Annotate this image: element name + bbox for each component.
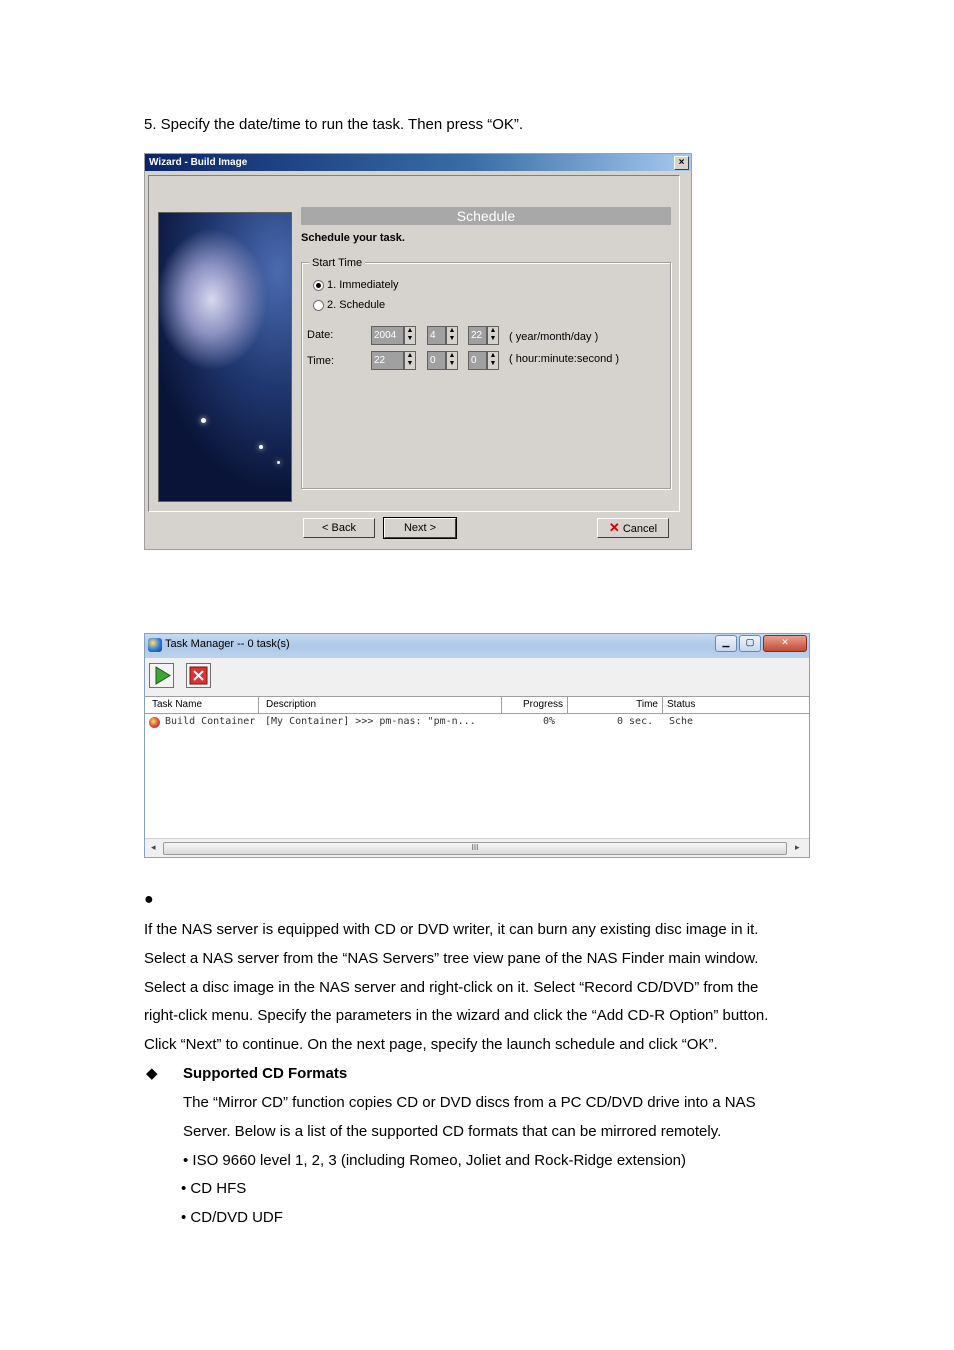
delete-icon [187, 664, 210, 687]
table-row[interactable] [145, 714, 809, 730]
spin-arrows-icon[interactable]: ▲ ▼ [404, 351, 416, 370]
paragraph-line: Click “Next” to continue. On the next page, specify the launch schedule and click “OK”. [144, 1036, 718, 1053]
spin-arrows-icon[interactable]: ▲ ▼ [404, 326, 416, 345]
cancel-button[interactable] [597, 518, 669, 538]
year-spinner[interactable] [371, 326, 417, 345]
time-cell: 0 sec. [617, 716, 654, 727]
schedule-subtitle: Schedule your task. [301, 232, 405, 244]
immediately-radio[interactable] [313, 280, 324, 291]
col-progress[interactable]: Progress [502, 697, 568, 713]
spin-arrows-icon[interactable]: ▲ ▼ [446, 351, 458, 370]
start-time-group [301, 262, 671, 489]
horizontal-scrollbar[interactable] [145, 838, 809, 857]
wizard-body [148, 175, 680, 512]
close-icon[interactable]: × [674, 156, 689, 170]
date-hint: ( year/month/day ) [509, 331, 599, 343]
task-toolbar [145, 658, 809, 696]
minute-spinner[interactable] [427, 351, 459, 370]
month-spinner[interactable] [427, 326, 459, 345]
immediately-label[interactable]: 1. Immediately [327, 279, 399, 291]
hour-spinner[interactable] [371, 351, 417, 370]
run-task-button[interactable] [149, 663, 174, 688]
scroll-left-icon[interactable]: ◂ [151, 842, 156, 852]
section-line: The “Mirror CD” function copies CD or DVD discs from a PC CD/DVD drive into a NAS [183, 1094, 756, 1111]
next-button[interactable]: Next > [384, 518, 456, 538]
hour-field[interactable]: 22 [371, 351, 404, 370]
spin-arrows-icon[interactable]: ▲ ▼ [487, 351, 499, 370]
cancel-label: Cancel [622, 523, 658, 535]
col-time[interactable]: Time [568, 697, 663, 713]
col-task-name[interactable]: Task Name [145, 697, 259, 713]
wizard-dialog [144, 153, 692, 550]
month-field[interactable]: 4 [427, 326, 446, 345]
scroll-right-icon[interactable]: ▸ [795, 842, 800, 852]
time-hint: ( hour:minute:second ) [509, 353, 620, 365]
progress-cell: 0% [543, 716, 556, 727]
spin-arrows-icon[interactable]: ▲ ▼ [446, 326, 458, 345]
wizard-titlebar [145, 154, 691, 171]
second-spinner[interactable] [468, 351, 500, 370]
back-button[interactable]: < Back [303, 518, 375, 538]
diamond-icon: ◆ [146, 1065, 158, 1082]
col-description[interactable]: Description [259, 697, 502, 713]
play-icon [150, 664, 173, 687]
close-icon[interactable]: ✕ [763, 635, 807, 652]
paragraph-line: Select a disc image in the NAS server and right-click on it. Select “Record CD/DVD” from the [144, 979, 759, 996]
status-cell: Sche [669, 716, 694, 727]
task-icon [149, 717, 160, 728]
task-grid-header [145, 696, 809, 714]
maximize-icon[interactable]: ▢ [739, 635, 761, 652]
paragraph-line: If the NAS server is equipped with CD or DVD writer, it can burn any existing disc image in it. [144, 921, 759, 938]
start-time-title: Start Time [309, 257, 365, 269]
description-cell: [My Container] >>> pm-nas: "pm-n... [265, 716, 476, 727]
step-instruction: 5. Specify the date/time to run the task. Then press “OK”. [144, 116, 524, 133]
format-item: • ISO 9660 level 1, 2, 3 (including Romeo, Joliet and Rock-Ridge extension) [183, 1152, 687, 1169]
day-spinner[interactable] [468, 326, 500, 345]
task-name-cell: Build Container [165, 716, 256, 727]
format-item: • CD HFS [181, 1180, 247, 1197]
year-field[interactable]: 2004 [371, 326, 404, 345]
paragraph-line: Select a NAS server from the “NAS Servers” tree view pane of the NAS Finder main window. [144, 950, 759, 967]
schedule-header: Schedule [301, 207, 671, 225]
task-manager-window [144, 633, 810, 858]
minute-field[interactable]: 0 [427, 351, 446, 370]
date-label: Date: [307, 329, 334, 341]
format-item: • CD/DVD UDF [181, 1209, 283, 1226]
paragraph-line: right-click menu. Specify the parameters in the wizard and click the “Add CD-R Option” button. [144, 1007, 769, 1024]
task-manager-titlebar [145, 634, 809, 658]
second-field[interactable]: 0 [468, 351, 487, 370]
day-field[interactable]: 22 [468, 326, 487, 345]
schedule-label[interactable]: 2. Schedule [327, 299, 386, 311]
time-label: Time: [307, 355, 335, 367]
schedule-radio[interactable] [313, 300, 324, 311]
scroll-thumb[interactable]: III [163, 842, 787, 855]
wizard-side-image [158, 212, 292, 502]
minimize-icon[interactable]: ▁ [715, 635, 737, 652]
delete-task-button[interactable] [186, 663, 211, 688]
wizard-title: Wizard - Build Image [149, 157, 248, 168]
section-line: Server. Below is a list of the supported CD formats that can be mirrored remotely. [183, 1123, 722, 1140]
task-manager-title: Task Manager -- 0 task(s) [165, 638, 290, 650]
spin-arrows-icon[interactable]: ▲ ▼ [487, 326, 499, 345]
col-status[interactable]: Status [667, 699, 696, 710]
cancel-x-icon: ✕ [608, 520, 620, 535]
app-icon [148, 638, 162, 652]
section-heading: Supported CD Formats [183, 1065, 348, 1082]
bullet-icon: ● [144, 891, 154, 908]
